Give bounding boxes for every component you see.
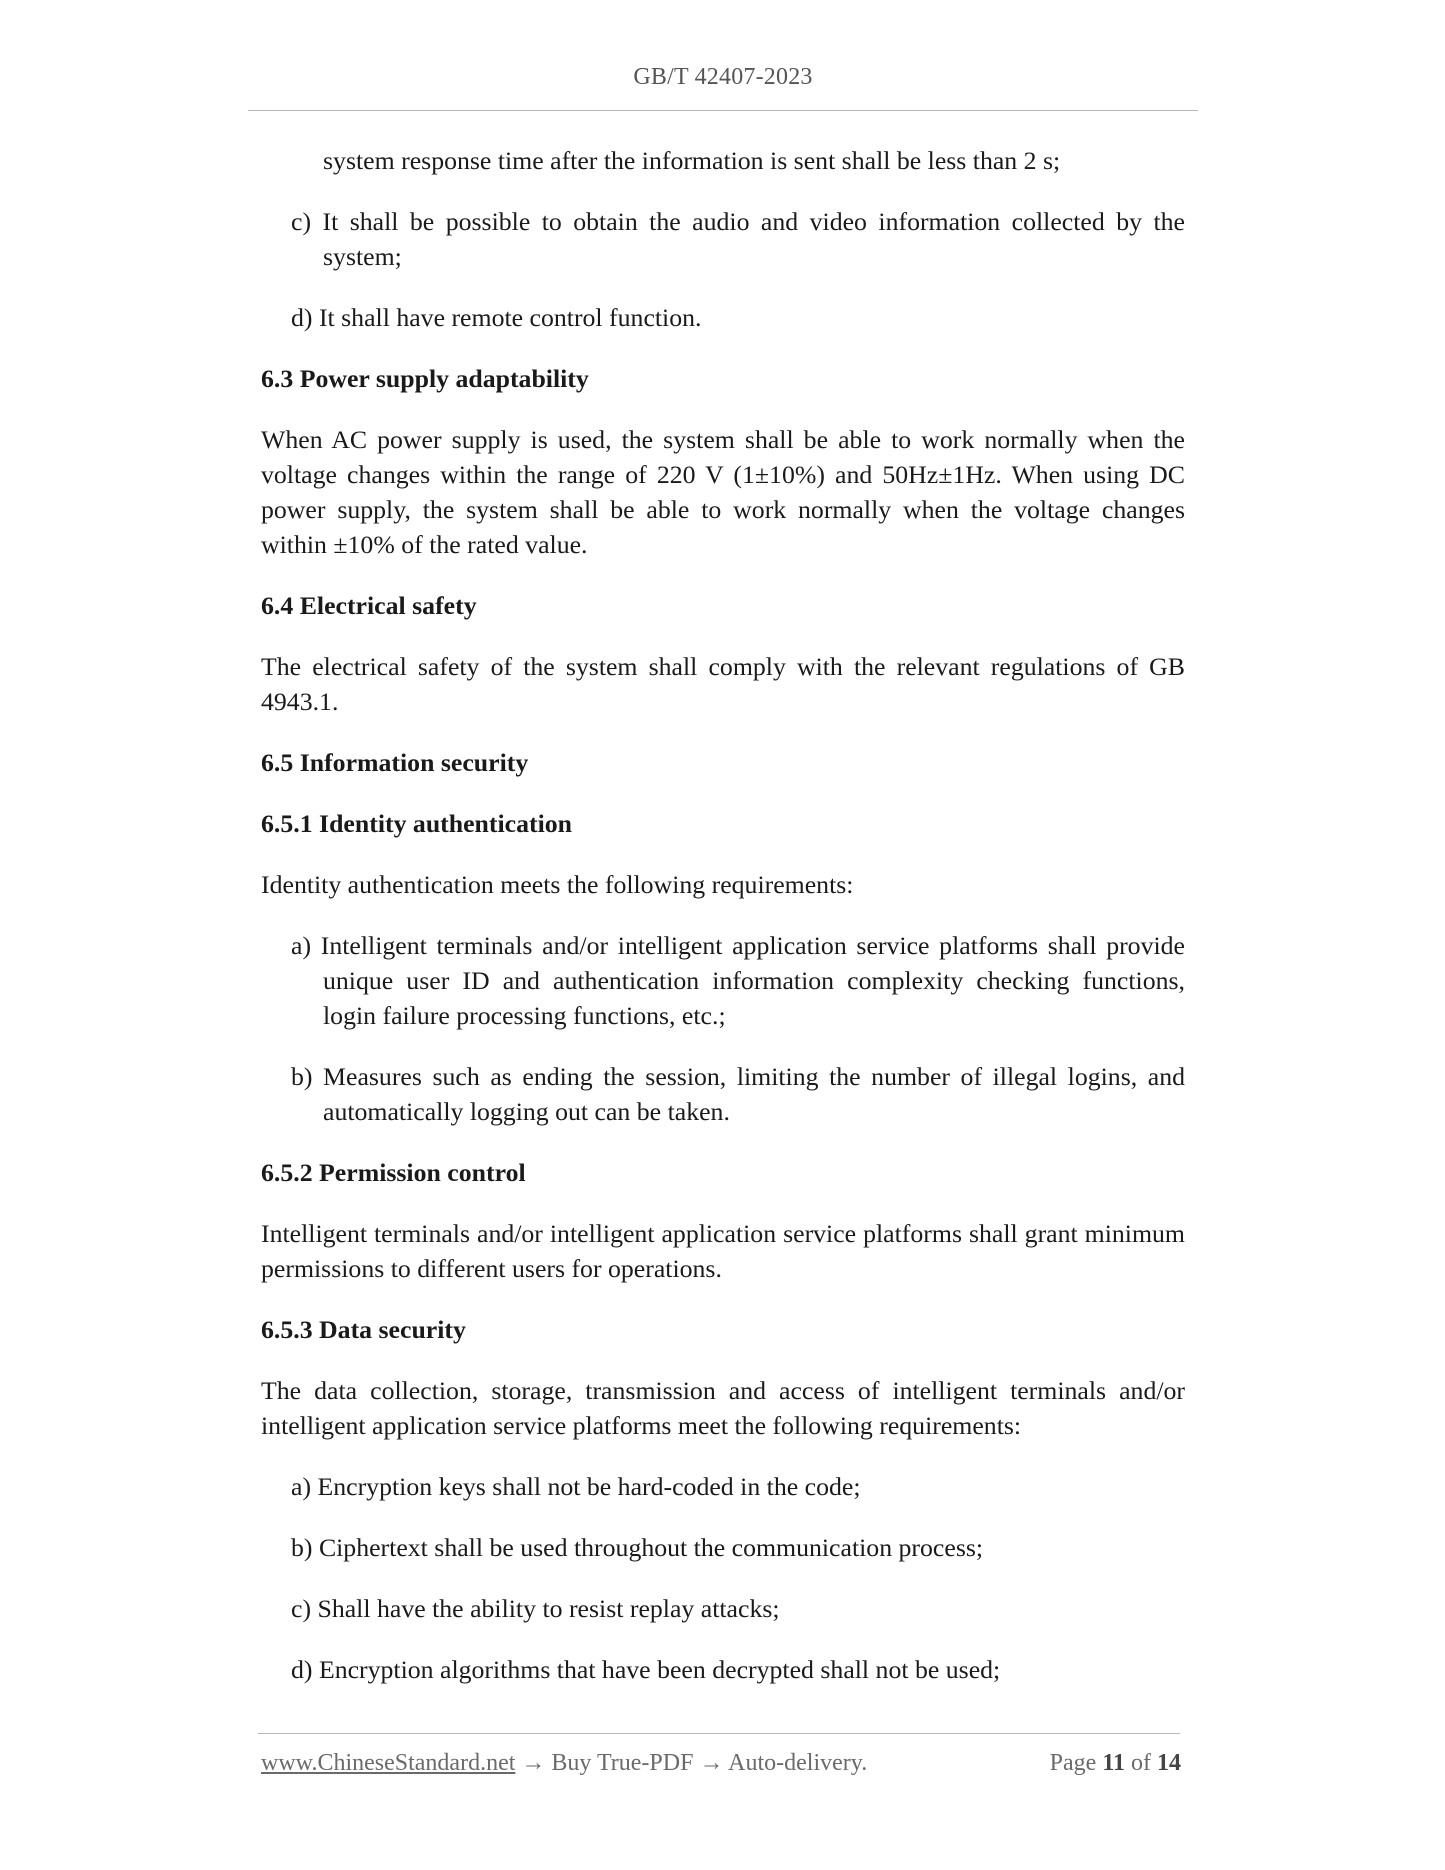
paragraph-data-security: The data collection, storage, transmission and access of intelligent terminals and/or intelligent application service platforms meet the following requirements: [261, 1376, 1185, 1440]
page-total: 14 [1157, 1750, 1181, 1776]
list-item-data-a: a) Encryption keys shall not be hard-coded in the code; [291, 1472, 861, 1501]
section-heading-6-5-2: 6.5.2 Permission control [261, 1158, 526, 1187]
list-item-identity-a: a) Intelligent terminals and/or intelligent application service platforms shall provide unique user ID and authentication information complexity checking functions, login failure processing functions, etc.; [291, 931, 1185, 1030]
document-body [261, 143, 1185, 1713]
website-link[interactable]: www.ChineseStandard.net [261, 1750, 516, 1776]
footer-promo [261, 1750, 867, 1777]
section-heading-6-5: 6.5 Information security [261, 748, 529, 777]
paragraph-identity-authentication: Identity authentication meets the following requirements: [261, 870, 854, 899]
section-heading-6-5-3: 6.5.3 Data security [261, 1315, 466, 1344]
list-item-d: d) It shall have remote control function. [291, 303, 702, 332]
of-label: of [1131, 1750, 1151, 1776]
page-label: Page [1049, 1750, 1097, 1776]
page-header [248, 64, 1198, 91]
list-item-data-b: b) Ciphertext shall be used throughout the communication process; [291, 1533, 984, 1562]
footer-divider [258, 1733, 1180, 1734]
header-divider [248, 110, 1198, 111]
delivery-text: Auto-delivery. [728, 1750, 868, 1776]
page-number: 11 [1102, 1750, 1125, 1776]
continued-list-item: system response time after the information is sent shall be less than 2 s; [323, 146, 1061, 175]
section-heading-6-3: 6.3 Power supply adaptability [261, 364, 589, 393]
paragraph-power-supply: When AC power supply is used, the system shall be able to work normally when the voltage changes within the range of 220 V (1±10%) and 50Hz±1Hz. When using DC power supply, the system shall be able to work normally when the voltage changes within ±10% of the rated value. [261, 425, 1185, 559]
arrow-icon: → [699, 1750, 724, 1776]
page-indicator [1050, 1750, 1181, 1777]
list-item-data-c: c) Shall have the ability to resist replay attacks; [291, 1594, 780, 1623]
paragraph-electrical-safety: The electrical safety of the system shall comply with the relevant regulations of GB 4943.1. [261, 652, 1185, 716]
list-item-data-d: d) Encryption algorithms that have been decrypted shall not be used; [291, 1655, 1001, 1684]
buy-text: Buy True-PDF [551, 1750, 694, 1776]
paragraph-permission-control: Intelligent terminals and/or intelligent application service platforms shall grant minimum permissions to different users for operations. [261, 1219, 1185, 1283]
document-number: GB/T 42407-2023 [633, 64, 813, 90]
section-heading-6-5-1: 6.5.1 Identity authentication [261, 809, 573, 838]
list-item-c: c) It shall be possible to obtain the audio and video information collected by the system; [291, 207, 1185, 271]
arrow-icon: → [521, 1750, 546, 1776]
list-item-identity-b: b) Measures such as ending the session, limiting the number of illegal logins, and automatically logging out can be taken. [291, 1062, 1185, 1126]
section-heading-6-4: 6.4 Electrical safety [261, 591, 477, 620]
